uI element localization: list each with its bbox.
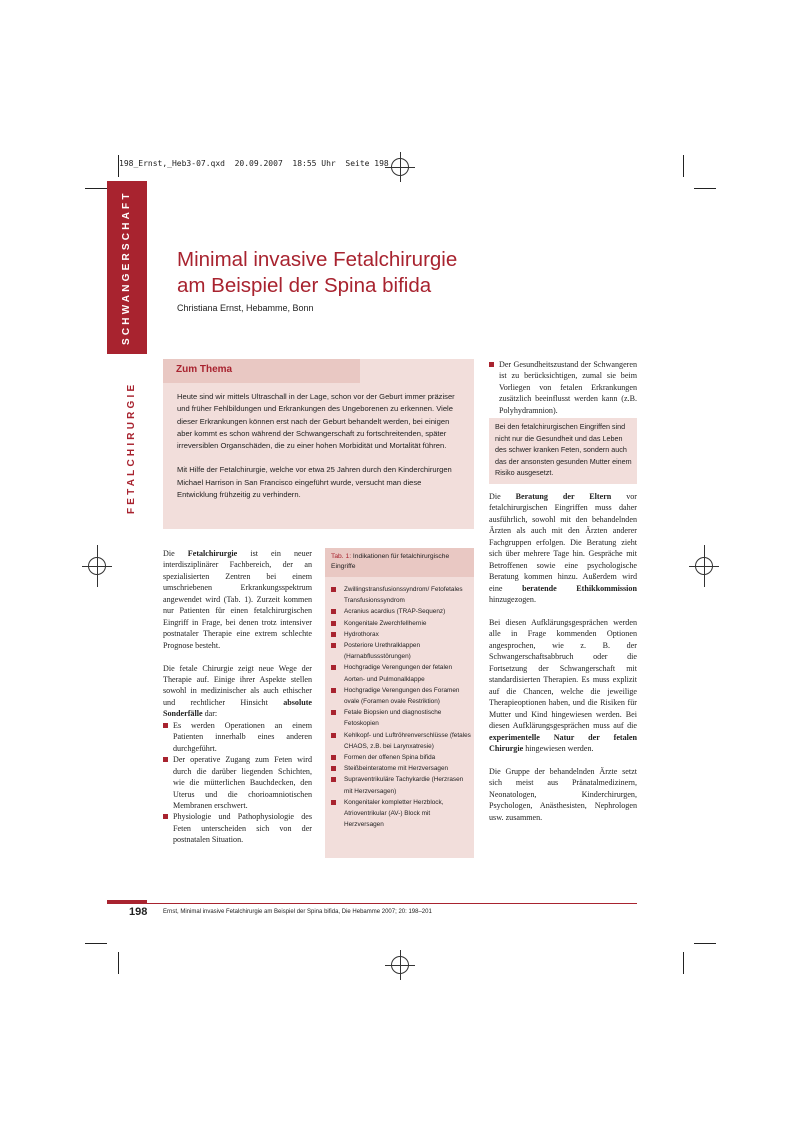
list-item: Hydrothorax bbox=[331, 629, 471, 640]
bullet-item: Der Gesundheitszustand der Schwangeren ist zu berücksichtigen, zumal sie beim Vorliegen von fetalen Erkrankungen zusätzlich beeinflusst werden kann (z.B. Polyhydramnion). bbox=[489, 359, 637, 416]
footer-rule bbox=[107, 903, 637, 904]
indication-list bbox=[331, 584, 471, 830]
footer-citation: Ernst, Minimal invasive Fetalchirurgie am Beispiel der Spina bifida, Die Hebamme 2007; 20: 198–201 bbox=[163, 909, 432, 915]
paragraph: Bei diesen Aufklärungsgesprächen werden alle in Frage kommenden Optionen angesprochen, wie z. B. der Schwangerschaftsabbruch oder die Fortsetzung der Schwangerschaft mit standardisierten Therapien. Es muss explizit auf die Chancen, welche die jeweilige Therapieoptionen haben, und die Risiken für Mutter und Kind hingewiesen werden. Bei diesen Aufklärungsgesprächen muss auf die experimentelle Natur der fetalen Chirurgie hingewiesen werden. bbox=[489, 617, 637, 753]
topic-label: FETALCHIRURGIE bbox=[126, 381, 137, 514]
paragraph: Die Gruppe der behandelnden Ärzte setzt sich meist aus Pränatalmedizinern, Neonatologen, Kinderchirurgen, Psychologen, Anästhesisten, Nephrologen usw. zusammen. bbox=[489, 766, 637, 822]
crop-mark bbox=[85, 943, 107, 944]
bullet-item: Der operative Zugang zum Feten wird durch die darüber liegenden Schichten, wie die mütterlichen Bauchdecken, den Uterus und die chorioamniotischen Membranen erschwert. bbox=[163, 754, 312, 811]
paragraph: Die Fetalchirurgie ist ein neuer interdisziplinärer Fachbereich, der an spezialisierten Zentren bei einem umschriebenen Erkrankungsspektrum angewendet wird (Tab. 1). Zurzeit kommen nur Patienten für einen fetalchirurgischen Eingriff in Frage, bei denen trotz intensiver postnataler Therapie eine extrem schlechte Prognose besteht. bbox=[163, 549, 312, 650]
table-caption: Tab. 1: Indikationen für fetalchirurgische Eingriffe bbox=[331, 553, 450, 570]
registration-mark-line bbox=[400, 152, 401, 182]
list-item: Hochgradige Verengungen der fetalen Aorten- und Pulmonalklappe bbox=[331, 662, 471, 684]
author-line: Christiana Ernst, Hebamme, Bonn bbox=[177, 303, 314, 313]
column-3-top bbox=[489, 359, 637, 416]
list-item: Kehlkopf- und Luftröhrenverschlüsse (fetales CHAOS, z.B. bei Larynxatresie) bbox=[331, 730, 471, 752]
print-slug: 198_Ernst,_Heb3-07.qxd 20.09.2007 18:55 Uhr Seite 198 bbox=[119, 159, 389, 168]
list-item: Hochgradige Verengungen des Foramen ovale (Foramen ovale Restriktion) bbox=[331, 685, 471, 707]
list-item: Acranius acardius (TRAP-Sequenz) bbox=[331, 606, 471, 617]
highlight-text: Bei den fetalchirurgischen Eingriffen sind nicht nur die Gesundheit und das Leben des schwer kranken Feten, sondern auch das der ansonsten gesunden Mutter einem Risiko ausgesetzt. bbox=[495, 422, 632, 478]
column-1 bbox=[163, 548, 312, 846]
registration-mark-line bbox=[97, 545, 98, 587]
list-item: Zwillingstransfusionssyndrom/ Fetofetales Transfusionssyndrom bbox=[331, 584, 471, 606]
intro-text: Heute sind wir mittels Ultraschall in der Lage, schon vor der Geburt immer präziser und früher Fehlbildungen und Erkrankungen des Ungeborenen zu erkennen. Viele dieser Erkrankungen können erst nach der Geburt behandelt werden, bei einigen aber kommt es schon während der Schwangerschaft zu fortschreitenden, später irreversiblen Organschäden, die zu einer hohen Morbidität und Mortalität führen. Mit Hilfe der Fetalchirurgie, welche vor etwa 25 Jahren durch den Kinderchirurgen Michael Harrison in San Francisco eingeführt wurde, versucht man diese Entwicklung frühzeitig zu verhindern. bbox=[177, 392, 455, 500]
list-item: Formen der offenen Spina bifida bbox=[331, 752, 471, 763]
paragraph: Die fetale Chirurgie zeigt neue Wege der Therapie auf. Einige ihrer Aspekte stellen sowohl in medizinischer als auch ethischer und rechtlicher Hinsicht absolute Sonderfälle dar: bbox=[163, 663, 312, 719]
article-title: Minimal invasive Fetalchirurgie am Beispiel der Spina bifida bbox=[177, 248, 458, 297]
list-item: Kongenitale Zwerchfellhernie bbox=[331, 618, 471, 629]
registration-mark-line bbox=[400, 950, 401, 980]
crop-mark bbox=[694, 943, 716, 944]
section-label: SCHWANGERSCHAFT bbox=[121, 190, 132, 345]
list-item: Kongenitaler kompletter Herzblock, Atrioventrikular (AV-) Block mit Herzversagen bbox=[331, 797, 471, 831]
page-number: 198 bbox=[129, 906, 148, 918]
crop-mark bbox=[694, 188, 716, 189]
crop-mark bbox=[683, 952, 684, 974]
crop-mark bbox=[683, 155, 684, 177]
crop-mark bbox=[118, 952, 119, 974]
column-3 bbox=[489, 491, 637, 835]
list-item: Supraventrikuläre Tachykardie (Herzrasen mit Herzversagen) bbox=[331, 774, 471, 796]
list-item: Fetale Biopsien und diagnostische Fetoskopien bbox=[331, 707, 471, 729]
registration-mark-line bbox=[704, 545, 705, 587]
list-item: Posteriore Urethralklappen (Harnabflussstörungen) bbox=[331, 640, 471, 662]
crop-mark bbox=[85, 188, 107, 189]
paragraph: Die Beratung der Eltern vor fetalchirurgischen Eingriffen muss daher ausführlich, sowohl mit den behandelnden Ärzten als auch mit den Ärzten anderer Fachgruppen erfolgen. Die Beratung zieht sich über mehrere Tage hin. Gespräche mit Betroffenen sowie eine psychologische Beratung kommen hinzu. Außerdem wird eine beratende Ethikkommission hinzugezogen. bbox=[489, 492, 637, 605]
bullet-item: Physiologie und Pathophysiologie des Feten unterscheiden sich von der postnatalen Situation. bbox=[163, 811, 312, 845]
intro-box-title: Zum Thema bbox=[176, 364, 233, 375]
list-item: Steißbeinteratome mit Herzversagen bbox=[331, 763, 471, 774]
bullet-item: Es werden Operationen an einem Patienten innerhalb eines anderen durchgeführt. bbox=[163, 720, 312, 754]
